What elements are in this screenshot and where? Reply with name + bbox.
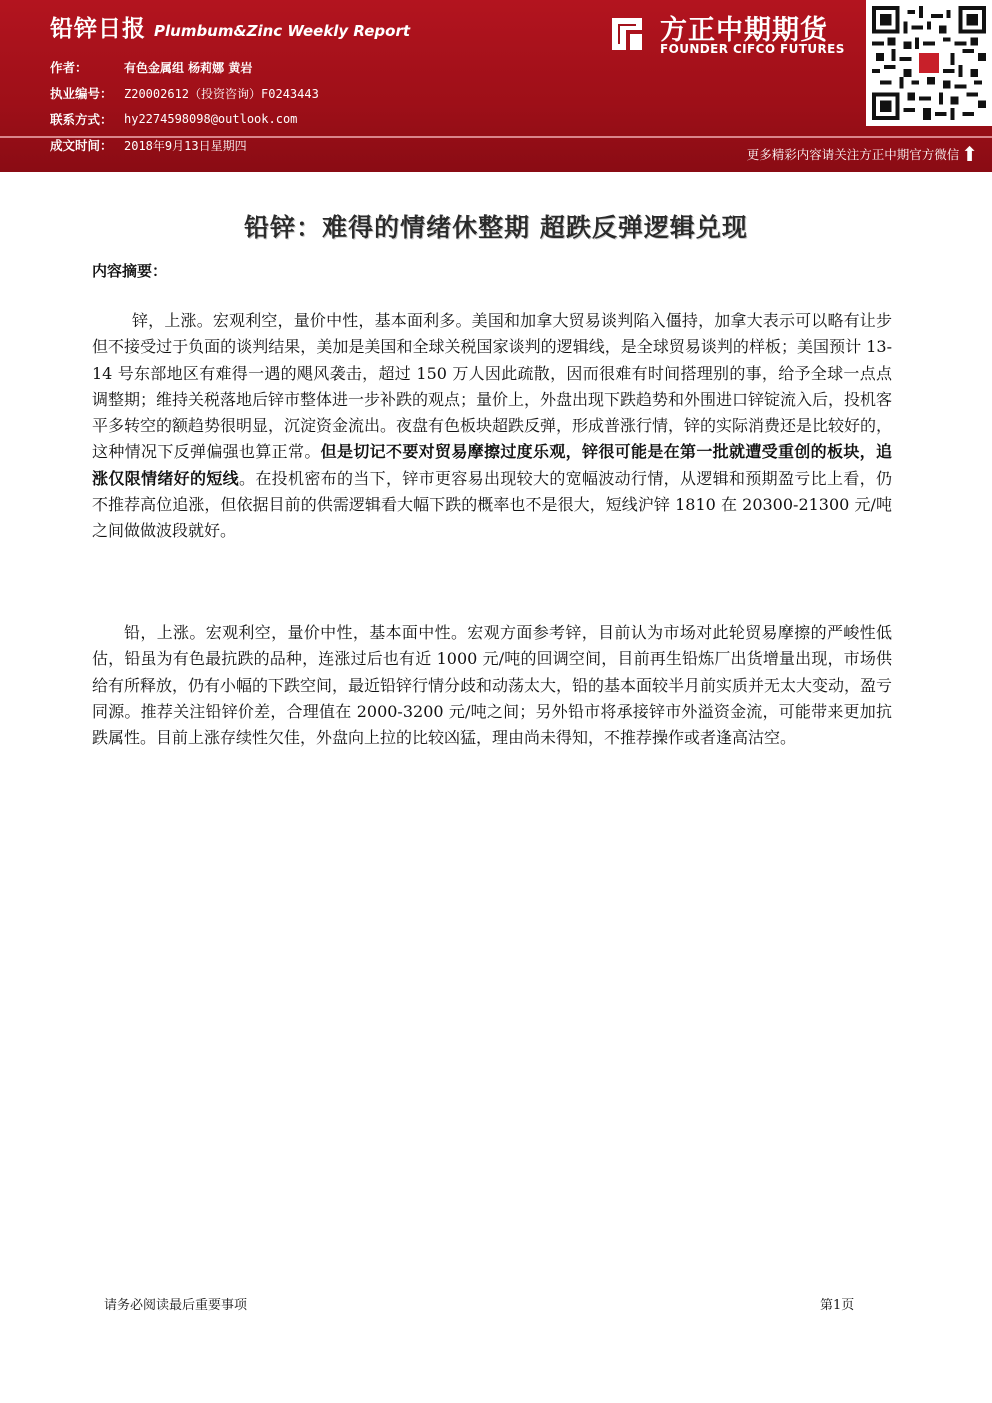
meta-row-contact <box>50 106 319 132</box>
follow-note-text: 更多精彩内容请关注方正中期官方微信 <box>746 147 960 162</box>
wechat-qr-code <box>866 0 992 126</box>
founder-logo-icon <box>604 12 648 56</box>
meta-label: 作者： <box>50 60 88 75</box>
lead-text: 铅，上涨。宏观利空，量价中性，基本面中性。宏观方面参考锌，目前认为市场对此轮贸易摩擦的严峻性低估，铅虽为有色最抗跌的品种，连涨过后也有近 1000 元/吨的回调空间，目前再生铅炼厂出货增量出现，市场供给有所释放，仍有小幅的下跌空间，最近铅锌行情分歧和动荡太大，铅的基本面较半月前实质并无太大变动，盈亏同源。推荐关注铅锌价差，合理值在 2000-3200 元/吨之间；另外铅市将承接锌市外溢资金流，可能带来更加抗跌属性。目前上涨存续性欠佳，外盘向上拉的比较凶猛，理由尚未得知，不推荐操作或者逢高沽空。 <box>92 623 893 748</box>
report-title <box>50 10 410 44</box>
meta-label: 联系方式： <box>50 112 113 127</box>
meta-value: Z20002612（投资咨询）F0243443 <box>124 86 319 101</box>
report-title-cn: 铅锌日报 <box>50 16 146 42</box>
brand-name-en: FOUNDER CIFCO FUTURES <box>660 42 845 56</box>
zinc-text-post: 。在投机密布的当下，锌市更容易出现较大的宽幅波动行情，从逻辑和预期盈亏比上看，仍不推荐高位追涨，但依据目前的供需逻辑看大幅下跌的概率也不是很大，短线沪锌 1810 在 20300-21300 元/吨之间做做波段就好。 <box>92 468 892 541</box>
footer-disclaimer: 请务必阅读最后重要事项 <box>104 1298 248 1313</box>
document-title: 铅锌：难得的情绪休整期 超跌反弹逻辑兑现 <box>244 213 748 242</box>
header-divider <box>0 136 992 138</box>
brand-name-cn: 方正中期期货 <box>660 15 828 46</box>
zinc-paragraph <box>92 308 892 545</box>
page-number: 第1页 <box>820 1298 855 1313</box>
zinc-text-bold: 但是切记不要对贸易摩擦过度乐观，锌很可能是在第一批就遭受重创的板块，追涨仅限情绪好的短线 <box>92 442 892 488</box>
lead-paragraph <box>92 620 892 751</box>
meta-value: 有色金属组 杨莉娜 黄岩 <box>124 60 253 75</box>
zinc-text-pre: 锌，上涨。宏观利空，量价中性，基本面利多。美国和加拿大贸易谈判陷入僵持，加拿大表示可以略有让步但不接受过于负面的谈判结果，美加是美国和全球关税国家谈判的逻辑线，是全球贸易谈判的样板；美国预计 13-14 号东部地区有难得一遇的飓风袭击，超过 150 万人因此疏散，因而很难有时间搭理别的事，给予全球一点点调整期；维持关税落地后锌市整体进一步补跌的观点；量价上，外盘出现下跌趋势和外围进口锌锭流入后，投机客平多转空的额趋势很明显，沉淀资金流出。夜盘有色板块超跌反弹，形成普涨行情，锌的实际消费还是比较好的，这种情况下反弹偏强也算正常。 <box>92 311 893 462</box>
report-header <box>0 0 992 172</box>
abstract-label: 内容摘要： <box>92 262 168 280</box>
report-title-en: Plumbum&Zinc Weekly Report <box>154 22 411 40</box>
meta-label: 执业编号： <box>50 86 113 101</box>
follow-wechat-note <box>747 144 978 164</box>
meta-label: 成文时间： <box>50 138 113 153</box>
qr-code-icon <box>872 6 986 120</box>
meta-row-author <box>50 54 319 80</box>
meta-value: hy2274598098@outlook.com <box>124 112 298 126</box>
brand-logo <box>604 8 864 60</box>
meta-value: 2018年9月13日星期四 <box>124 138 247 153</box>
author-meta <box>50 54 319 158</box>
meta-row-license <box>50 80 319 106</box>
up-arrow-icon: ⬆ <box>961 142 978 166</box>
